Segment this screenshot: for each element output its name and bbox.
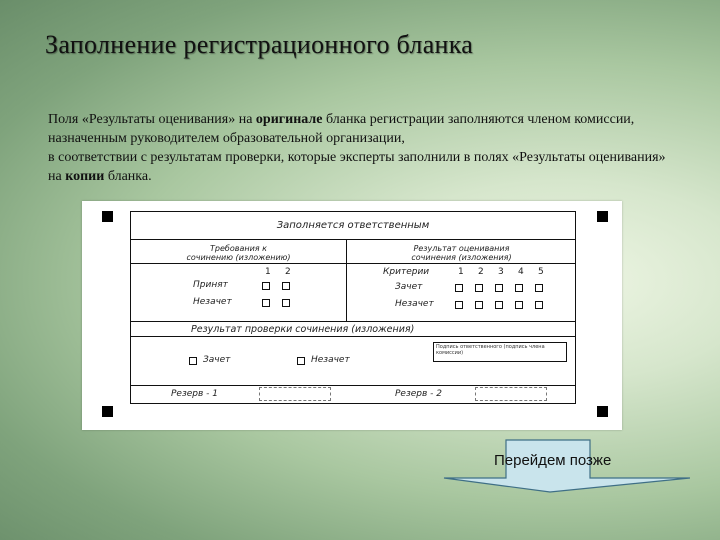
fail-checkbox-2[interactable] — [282, 299, 290, 307]
slide-title: Заполнение регистрационного бланка — [45, 30, 474, 59]
row-fail-label: Незачет — [193, 297, 232, 307]
right-fail-label: Незачет — [395, 299, 434, 309]
criteria-pass-4[interactable] — [515, 284, 523, 292]
row-pass-label: Принят — [193, 280, 228, 290]
body-paragraph — [48, 110, 668, 186]
corner-marker-bottom-left — [102, 406, 113, 417]
criteria-2: 2 — [478, 267, 484, 277]
criteria-fail-2[interactable] — [475, 301, 483, 309]
criteria-fail-1[interactable] — [455, 301, 463, 309]
form-headings-row — [131, 240, 575, 264]
left-col-1: 1 — [265, 267, 271, 277]
left-heading-line-2: сочинению (изложению) — [186, 253, 291, 262]
column-divider-2 — [346, 264, 347, 321]
fail-checkbox-1[interactable] — [262, 299, 270, 307]
signature-hint: Подпись ответственного (подпись члена комиссии) — [436, 344, 545, 356]
criteria-1: 1 — [458, 267, 464, 277]
form-result-row — [131, 322, 575, 386]
result-fail-checkbox[interactable] — [297, 357, 305, 365]
go-later-button-label[interactable]: Перейдем позже — [494, 452, 612, 469]
criteria-3: 3 — [498, 267, 504, 277]
paragraph-part-2: бланка регистрации заполняются членом комиссии, назначенным руководителем образовательной организации, — [48, 112, 635, 146]
criteria-fail-3[interactable] — [495, 301, 503, 309]
form-reserve-row — [131, 386, 575, 403]
reserve-2-field[interactable] — [475, 387, 547, 401]
pass-checkbox-1[interactable] — [262, 282, 270, 290]
paragraph-part-1: Поля «Результаты оценивания» на — [48, 112, 256, 127]
result-header-underline — [131, 336, 575, 337]
reserve-1-field[interactable] — [259, 387, 331, 401]
form-header: Заполняется ответственным — [131, 212, 575, 240]
right-heading-line-2: сочинения (изложения) — [411, 253, 512, 262]
right-heading-line-1: Результат оценивания — [413, 244, 510, 253]
form-grades-row — [131, 264, 575, 322]
pass-checkbox-2[interactable] — [282, 282, 290, 290]
left-col-2: 2 — [285, 267, 291, 277]
corner-marker-top-left — [102, 211, 113, 222]
left-heading-line-1: Требования к — [210, 244, 267, 253]
result-pass-checkbox[interactable] — [189, 357, 197, 365]
right-pass-label: Зачет — [395, 282, 423, 292]
criteria-fail-5[interactable] — [535, 301, 543, 309]
criteria-5: 5 — [538, 267, 544, 277]
paragraph-bold-copy: копии — [65, 169, 105, 184]
registration-form-image — [82, 201, 622, 430]
paragraph-bold-original: оригинале — [255, 112, 323, 127]
right-heading — [348, 240, 575, 263]
corner-marker-top-right — [597, 211, 608, 222]
paragraph-part-3: в соответствии с результатам проверки, которые эксперты заполнили в полях «Результаты оценивания» на — [48, 150, 666, 184]
criteria-fail-4[interactable] — [515, 301, 523, 309]
signature-box — [433, 342, 567, 362]
criteria-pass-1[interactable] — [455, 284, 463, 292]
form-frame — [130, 211, 576, 404]
paragraph-part-4: бланка. — [104, 169, 152, 184]
result-fail-label: Незачет — [311, 355, 350, 365]
result-pass-label: Зачет — [203, 355, 231, 365]
reserve-2-label: Резерв - 2 — [395, 389, 442, 399]
criteria-4: 4 — [518, 267, 524, 277]
criteria-pass-5[interactable] — [535, 284, 543, 292]
left-heading — [131, 240, 346, 263]
criteria-pass-2[interactable] — [475, 284, 483, 292]
criteria-pass-3[interactable] — [495, 284, 503, 292]
result-header: Результат проверки сочинения (изложения) — [191, 324, 415, 335]
corner-marker-bottom-right — [597, 406, 608, 417]
reserve-1-label: Резерв - 1 — [171, 389, 218, 399]
criteria-label: Критерии — [383, 267, 430, 277]
